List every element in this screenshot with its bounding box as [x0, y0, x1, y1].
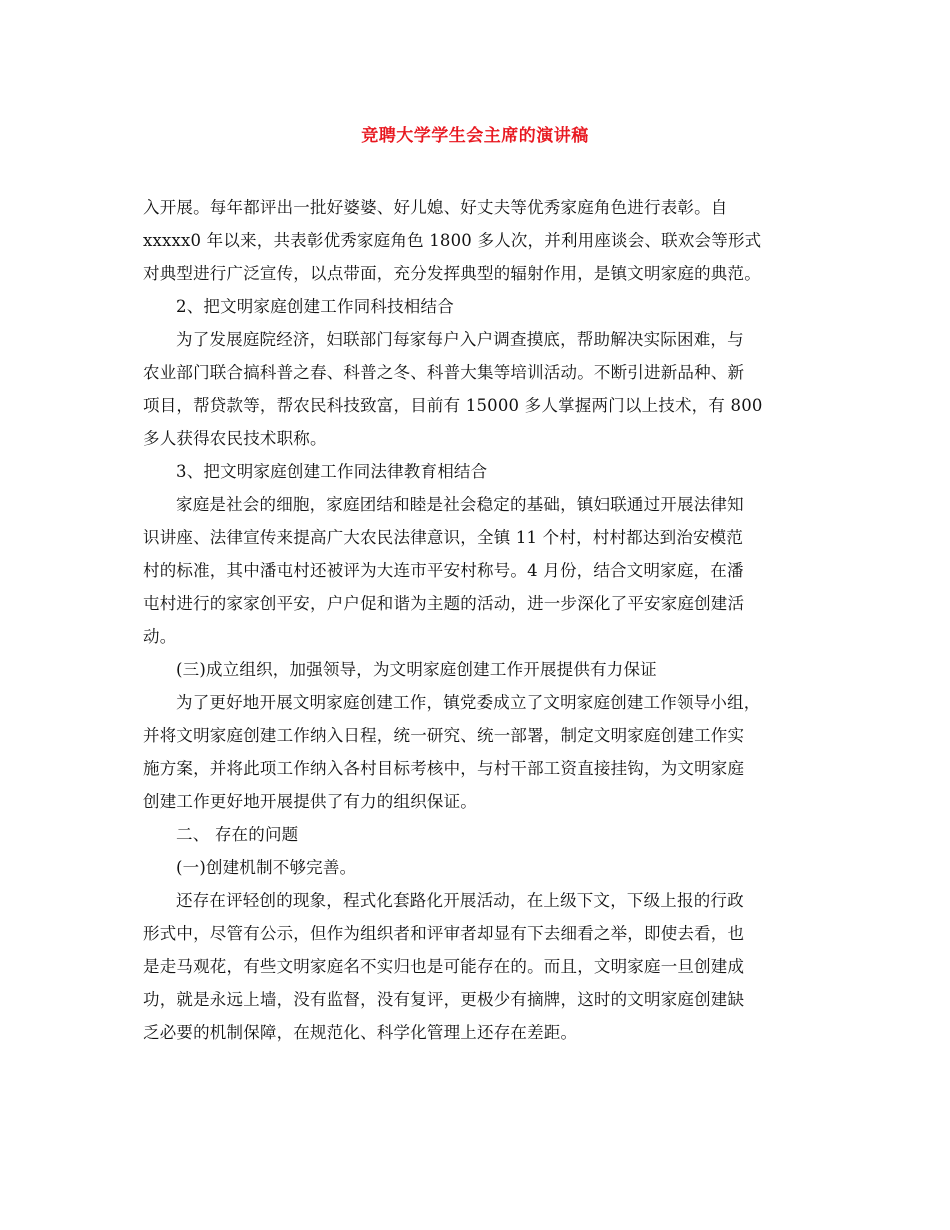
paragraph-line: 屯村进行的家家创平安，户户促和谐为主题的活动，进一步深化了平安家庭创建活 — [143, 594, 745, 613]
paragraph-line: 为了发展庭院经济，妇联部门每家每户入户调查摸底，帮助解决实际困难，与 — [176, 330, 744, 349]
document-title: 竞聘大学学生会主席的演讲稿 — [361, 126, 589, 146]
paragraph-line: 二、 存在的问题 — [176, 825, 299, 844]
paragraph-line: 村的标准，其中潘屯村还被评为大连市平安村称号。4 月份，结合文明家庭，在潘 — [143, 561, 744, 580]
paragraph-line: 识讲座、法律宣传来提高广大农民法律意识，全镇 11 个村，村村都达到治安模范 — [143, 528, 744, 547]
paragraph-line: 2、把文明家庭创建工作同科技相结合 — [176, 297, 454, 316]
paragraph-line: 创建工作更好地开展提供了有力的组织保证。 — [143, 792, 477, 811]
paragraph-line: 对典型进行广泛宣传，以点带面，充分发挥典型的辐射作用，是镇文明家庭的典范。 — [143, 264, 761, 283]
paragraph-line: 农业部门联合搞科普之春、科普之冬、科普大集等培训活动。不断引进新品种、新 — [143, 363, 745, 382]
paragraph-line: 家庭是社会的细胞，家庭团结和睦是社会稳定的基础，镇妇联通过开展法律知 — [176, 495, 744, 514]
document-body — [143, 196, 823, 1054]
paragraph-line: 还存在评轻创的现象，程式化套路化开展活动，在上级下文，下级上报的行政 — [176, 891, 744, 910]
paragraph-line: 并将文明家庭创建工作纳入日程，统一研究、统一部署，制定文明家庭创建工作实 — [143, 726, 745, 745]
paragraph-line: 是走马观花，有些文明家庭名不实归也是可能存在的。而且，文明家庭一旦创建成 — [143, 957, 745, 976]
paragraph-line: 动。 — [143, 627, 177, 646]
paragraph-line: (一)创建机制不够完善。 — [176, 858, 357, 877]
paragraph-line: 形式中，尽管有公示，但作为组织者和评审者却显有下去细看之举，即使去看，也 — [143, 924, 745, 943]
paragraph-line: 功，就是永远上墙，没有监督，没有复评，更极少有摘牌，这时的文明家庭创建缺 — [143, 990, 745, 1009]
paragraph-line: 3、把文明家庭创建工作同法律教育相结合 — [176, 462, 488, 481]
paragraph-line: xxxxx0 年以来，共表彰优秀家庭角色 1800 多人次，并利用座谈会、联欢会等形式 — [143, 231, 762, 250]
paragraph-line: 为了更好地开展文明家庭创建工作，镇党委成立了文明家庭创建工作领导小组， — [176, 693, 761, 712]
paragraph-line: 项目，帮贷款等，帮农民科技致富，目前有 15000 多人掌握两门以上技术，有 800 — [143, 396, 763, 415]
paragraph-line: 施方案，并将此项工作纳入各村目标考核中，与村干部工资直接挂钩，为文明家庭 — [143, 759, 745, 778]
paragraph-line: (三)成立组织，加强领导，为文明家庭创建工作开展提供有力保证 — [176, 660, 657, 679]
paragraph-line: 乏必要的机制保障，在规范化、科学化管理上还存在差距。 — [143, 1023, 578, 1042]
paragraph-line: 入开展。每年都评出一批好婆婆、好儿媳、好丈夫等优秀家庭角色进行表彰。自 — [143, 198, 728, 217]
paragraph-line: 多人获得农民技术职称。 — [143, 429, 327, 448]
